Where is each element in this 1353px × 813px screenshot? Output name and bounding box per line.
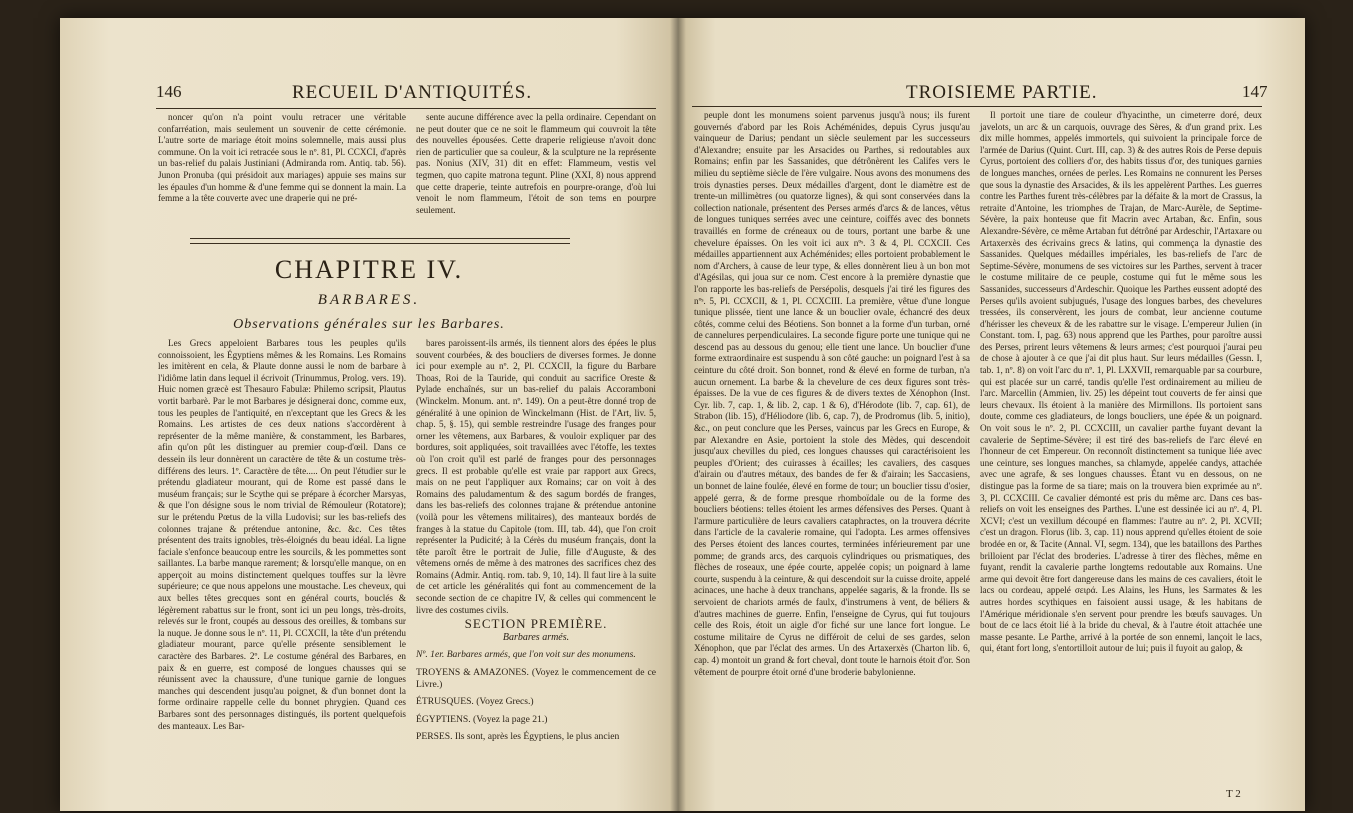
observations-heading: Observations générales sur les Barbares. [233,317,505,332]
body-column-2 [416,338,656,800]
entry-troyens: TROYENS & AMAZONES. (Voyez le commencement de ce Livre.) [416,667,656,690]
paragraph: sente aucune différence avec la pella ordinaire. Cependant on ne peut douter que ce ne soit le flammeum qui couvroit la tête des nouvelles épousées. Cette draperie religieuse n'avoit donc rien de particulier que sa couleur, & la sculpture ne la représente pas. Nonius (XIV, 31) dit en effet: Flammeum, vestis vel tegmen, quo capite matrona tegunt. Pline (XXI, 8) nous apprend que cette draperie, teinte autrefois en pourpre-orange, d'où lui venoit le nom flammeum, l'étoit de son tems en pourpre seulement. [416,112,656,215]
top-column-2 [416,112,656,234]
left-running-head: RECUEIL D'ANTIQUITÉS. [292,82,533,103]
paragraph: peuple dont les monumens soient parvenus jusqu'à nous; ils furent gouvernés d'abord par les Rois Achéménides, depuis Cyrus jusqu'au vainqueur de Darius; pendant un siècle seulement par les successeurs d'Alexandre; ensuite par les Arsacides ou Parthes, si redoutables aux Romains; enfin par les Sassanides, que détrônèrent les Califes vers le milieu du septième siècle de l'ère vulgaire. Nous avons des monumens des trois dynasties perses. Deux médailles d'argent, dont le diamètre est de trente-un millimètres (ou quatorze lignes), & qui sont conservées dans la collection nationale, présentent des Perses armés d'arcs & de lances, vêtus de longues tuniques serrées avec une ceinture, coiffés avec des bonnets travaillés en forme de créneaux ou de tours, portant une barbe & une chevelure épaisses. On les voit ici aux nºˢ. 3 & 4, Pl. CCXCII. Ces médailles appartiennent aux Achéménides; elles portoient probablement le nom d'Archers, à cause de leur type, & elles donnèrent lieu à un bon mot d'Agésilas, qui joua sur ce nom. C'est encore à la première dynastie que l'on rapporte les bas-reliefs de Persépolis, desquels j'ai tiré les figures des nºˢ. 5, Pl. CCXCII, & 1, Pl. CCXCIII. La première, vêtue d'une longue tunique plissée, tient une lance & un bouclier ovale, échancré des deux côtés, comme celui des Béotiens. Son bonnet a la forme d'un turban, orné de cannelures perpendiculaires. La seconde figure porte une tunique qui ne descend pas au dessous du genou; elle tient une lance. Un bouclier d'une forme extraordinaire est suspendu à son côté gauche: un poignard l'est à sa ceinture du côté droit. Son bonnet, rond & élevé en forme de turban, n'a aucun ornement. La barbe & la chevelure de ces deux figures sont très-épaisses. De la vue de ces figures & de divers textes de Xénophon (Inst. Cyr. lib. 7, cap. 1, & lib. 2, cap. 1 & 6), d'Hérodote (lib. 7, cap. 61), de Strabon (lib. 15), d'Héliodore (lib. 6, cap. 7), de Prodromus (lib. 5, initio), &c., on peut conclure que les Perses, vaincus par les Grecs en Europe, & par Alexandre en Asie, portoient la stole des Mèdes, qui descendoit jusqu'aux chevilles du pied, ces longues chausses qui caractérisoient les peuples d'Orient; des cuirasses à écailles; les cavaliers, des casques d'airain ou d'autres métaux, des bandes de fer & d'airain; les Saccasiens, un bonnet de laine foulée, élevé en forme de tour; un bouclier tissu d'osier, appelé gerra, & de forme presque rhomboïdale ou de la forme des boucliers béotiens: telles étoient les armes défensives des Perses. Quant à l'armure particulière de leurs cavaliers cataphractes, on la trouvera décrite dans l'article de la cavalerie romaine, qui l'adopta. Les armes offensives des Perses étoient des lances courtes, terminées inférieurement par une pomme; de grands arcs, des carquois cylindriques ou prismatiques, des flèches de roseaux, une épée courte, appelée copis; un poignard à lame courte, suspendu à la ceinture, & qui descendoit sur la cuisse droite, appelé acinaces, une hache à deux tranchans, appelée sagaris, & la fronde. Ils se servoient de chariots armés de faulx, d'instrumens à vent, de béliers & d'autres machines de guerre. Enfin, l'enseigne de Cyrus, qui fut toujours celle des Rois, étoit un aigle d'or fiché sur une lance fort longue. Le costume militaire de Cyrus ne différoit de celui de ses gardes, selon Xénophon, que par l'éclat des armes. Un des Artaxerxès (Charton lib. 6, cap. 4) montoit un grand & fort cheval, dont toute le harnois étoit d'or. Son vêtement de pourpre étoit orné d'une broderie babylonienne. [694,110,970,677]
entry-n1: Nº. 1er. Barbares armés, que l'on voit sur des monumens. [416,649,636,661]
right-running-head: TROISIEME PARTIE. [906,82,1098,103]
right-page-number: 147 [1242,82,1268,101]
top-column-1 [158,112,406,240]
signature-mark: T 2 [1226,788,1241,800]
entry-etrusques: ÉTRUSQUES. (Voyez Grecs.) [416,696,534,708]
left-page-number: 146 [156,82,182,101]
header-rule [692,106,1262,107]
section-subtitle: Barbares armés. [502,631,570,643]
left-page [60,18,678,811]
paragraph: Il portoit une tiare de couleur d'hyacinthe, un cimeterre doré, deux javelots, un arc & un carquois, ouvrage des Sères, & d'un grand prix. Les dix mille hommes, appelés immortels, qui suivoient la principale force de l'armée de Darius (Quint. Curt. III, cap. 3) & des autres Rois de Perse depuis Cyrus, portoient des colliers d'or, des habits tissus d'or, des tuniques garnies de longues manches, ornées de perles. Les Romains ne connurent les Perses que sous la dynastie des Arsacides, & ils les appelèrent Parthes. Les guerres contre les Parthes furent très-célèbres par la défaite & la mort de Crassus, la retraite d'Antoine, les triomphes de Trajan, de Marc-Aurèle, de Septime-Sévère, la paix honteuse que fit Macrin avec Artaban, &c. Enfin, sous Alexandre-Sévère, ce même Artaban fut détrôné par Ardeschir, l'Artaxare ou Artaxerxès des écrivains grecs & latins, qui commença la dynastie des Sassanides. Quelques médailles impériales, les bas-reliefs de l'arc de Septime-Sévère, monumens de ses victoires sur les Parthes, servent à tracer le costume militaire de ce peuple, costume qui fut le même sous les Sassanides, successeurs d'Ardeschir. Quoique les Parthes eussent adopté des Perses qu'ils avoient subjugués, l'usage des longues barbes, des chevelures tressées, ils conservèrent, les jours de combat, leur ancienne coutume d'hérisser les cheveux & de les rabattre sur le visage. L'empereur Julien (in Constant. tom. I, pag. 63) nous apprend que les Parthes, pour paroître aussi des Perses, prirent leurs vêtemens & leurs armes; c'est pourquoi j'aurai peu de chose à ajouter à ce que j'ai dit plus haut. Sur leurs médailles (Gessn. I, tab. 1, nº. 8) on voit l'arc du nº. 1, Pl. LXXVII, remarquable par sa courbure, qui est placée sur un carré, tandis qu'elle l'est ordinairement au milieu de l'arc. Marcellin (Ammien, liv. 25) les dépeint tout couverts de fer ainsi que leurs chevaux. Ils étoient à la manière des Mirmillons. Ils portoient sans doute, comme ces gladiateurs, de longs boucliers, une épée & un poignard. On voit sous le nº. 2, Pl. CCXCIII, un cavalier parthe fuyant devant la cavalerie de Septime-Sévère; il est tiré des bas-reliefs de l'arc élevé en l'honneur de cet Empereur. On reconnoît distinctement sa tunique liée avec une ceinture, ses longues manches, sa chlamyde, appelée candys, attachée avec une agrafe, & ses longues chausses. Étant vu en dessous, on ne distingue pas la forme de sa tiare; mais on la trouvera bien exprimée au nº. 3, Pl. CCXCIII. Ce cavalier démonté est pris du même arc. Dans ces bas-reliefs on voit les enseignes des Parthes. L'une est dessinée ici au nº. 4, Pl. XCVI; c'est un vexillum découpé en flammes: l'autre au nº. 2, Pl. XCVII; c'est un dragon. Florus (lib. 3, cap. 11) nous apprend qu'elles étoient de soie brodée en or, & Tacite (Annal. VI, segm. 134), que les bataillons des Parthes brilloient par l'éclat des broderies. L'adresse à tirer des flèches, même en fuyant, rendit la cavalerie parthe longtems redoutable aux Romains. Une arme qui devoit être fort dangereuse dans les mains de ces cavaliers, étoit le lacs ou cordeau, appelé σειρά. Les Alains, les Huns, les Sarmates & les autres hordes scythiques en faisoient aussi usage, & les habitans de l'Amérique méridionale s'en servent pour prendre les bœufs sauvages. Un bout de ce lacs étoit lié à la bride du cheval, & à l'autre étoit attachée une masse pesante. Le Parthe, arrivé à la portée de son ennemi, lançoit le lacs, qui, étant fort long, s'entortilloit autour de lui; puis il fuyoit au galop, & [980,110,1262,654]
chapter-ornament [190,238,570,244]
entry-egyptiens: ÉGYPTIENS. (Voyez la page 21.) [416,713,548,725]
book-gutter [670,18,686,811]
body-column-2 [980,110,1262,782]
body-column-1 [158,338,406,800]
paragraph: noncer qu'on n'a point voulu retracer une véritable confarréation, mais seulement un souvenir de cette cérémonie. L'autre sorte de mariage étoit moins solemnelle, mais aussi plus commune. On la voit ici retracée sous le nº. 81, Pl. CCXCI, d'après un bas-relief du palais Justiniani (Admiranda rom. Antiq. tab. 56). Junon Pronuba (qui présidoit aux mariages) appuie ses mains sur les épaules d'un homme & d'une femme qui se donnent la main. La femme a la tête couverte avec une draperie qui ne pré- [158,112,406,204]
header-rule [156,108,656,109]
entry-perses: PERSES. Ils sont, après les Égyptiens, le plus ancien [416,731,620,743]
chapter-title: CHAPITRE IV. [274,255,464,284]
paragraph: Les Grecs appeloient Barbares tous les peuples qu'ils connoissoient, les Égyptiens mêmes & les Romains. Les Romains les imitèrent en cela, & Plaute donne aussi le nom de barbare à l'idiôme latin dans lequel il écrivoit (Trinummus, Prolog. vers. 19). Huic nomen græcè est Thesauro Fabulæ: Philemo scripsit, Plautus vortit barbarè. Par le mot Barbares je désignerai donc, comme eux, tous les peuples de l'antiquité, en n'exceptant que les Grecs & les Romains. Les artistes de ces deux nations s'accordèrent à représenter de la même manière, & constamment, les Barbares, afin qu'on pût les distinguer au premier coup-d'œil. Dans ce dessein ils leur donnèrent un caractère de tête & un costume très-différens des leurs. 1º. Caractère de tête..... On peut l'étudier sur le prétendu gladiateur mourant, qui de Rome est passé dans le muséum français; sur le Scythe qui se prépare à écorcher Marsyas, & que l'on désigne sous le nom trivial de Rémouleur (Rotatore); sur le prétendu Pœtus de la villa Ludovisi; sur les bas-reliefs des colonnes trajane & prétendue antonine, &c. &c. Ces têtes présentent des traits ignobles, très-éloignés du beau idéal. La ligne faciale s'enfonce beaucoup entre les sourcils, & les pommettes sont saillantes. La barbe manque rarement; & lorsqu'elle manque, on en apperçoit au moins distinctement quelques touffes sur la lèvre supérieure; ce que nous appelons une moustache. Les cheveux, qui aux belles têtes grecques sont en général courts, bouclés & légèrement rabattus sur le front, sont ici un peu longs, très-droits, relevés sur le front, coupés au dessous des oreilles, & tombans sur la nuque. Je donne sous le nº. 11, Pl. CCXCII, la tête d'un prétendu gladiateur mourant, parce qu'elle présente sensiblement le caractère des Barbares. 2º. Le costume général des Barbares, en paix & en guerre, est composé de longues chausses qui se réunissent avec la chaussure, d'une tunique garnie de longues manches qui descendent jusqu'au poignet, & d'un bonnet dont la forme ordinaire rappelle celle du bonnet phrygien. Quand ces Barbares sont des personnages distingués, ils portent quelquefois des manteaux. Les Bar- [158,338,406,731]
section-title: SECTION PREMIÈRE. [464,616,608,632]
paragraph: bares paroissent-ils armés, ils tiennent alors des épées le plus souvent courbées, & des boucliers de diverses formes. Je donne ici pour exemple au nº. 2, Pl. CCXCII, la figure du Barbare Thoas, Roi de la Tauride, qui conduit au sacrifice Oreste & Pylade enchaînés, sur un bas-relief du palais Accoramboni (Winckelm. Monum. ant. nº. 149). On a peut-être donné trop de généralité à une opinion de Winckelmann (Hist. de l'Art, liv. 5, chap. 5, §. 15), qui semble restreindre l'usage des franges pour orner les vêtemens, aux Barbares, & vouloir expliquer par des bordures, soit appliquées, soit travaillées avec l'étoffe, les textes où l'on croit qu'il est parlé de franges pour des personnages grecs. Il est probable qu'elle est vraie par rapport aux Grecs, mais on ne peut l'appliquer aux Romains; car on voit à des Romains des paludamentum & des sagum bordés de franges, dans les bas-reliefs des colonnes trajane & prétendue antonine (voilà pour les vêtemens militaires), des manteaux bordés de franges à la statue du Capitole (tom. III, tab. 44), que l'on croit représenter la Pudicité; à la Cérès du muséum français, dont la tête paroît être le portrait de Julie, fille d'Auguste, & des vêtemens ornés de même à des matrones des sacrifices chez des Romains (Admir. Antiq. rom. tab. 9, 10, 14). Il faut lire à la suite de cet article les généralités qui font au commencement de la seconde section de ce chapitre IV, & celles qui commencent le livre des costumes civils. [416,338,656,615]
chapter-subtitle: BARBARES. [317,292,421,308]
right-page [678,18,1305,811]
body-column-1 [694,110,970,782]
open-book [60,18,1305,811]
